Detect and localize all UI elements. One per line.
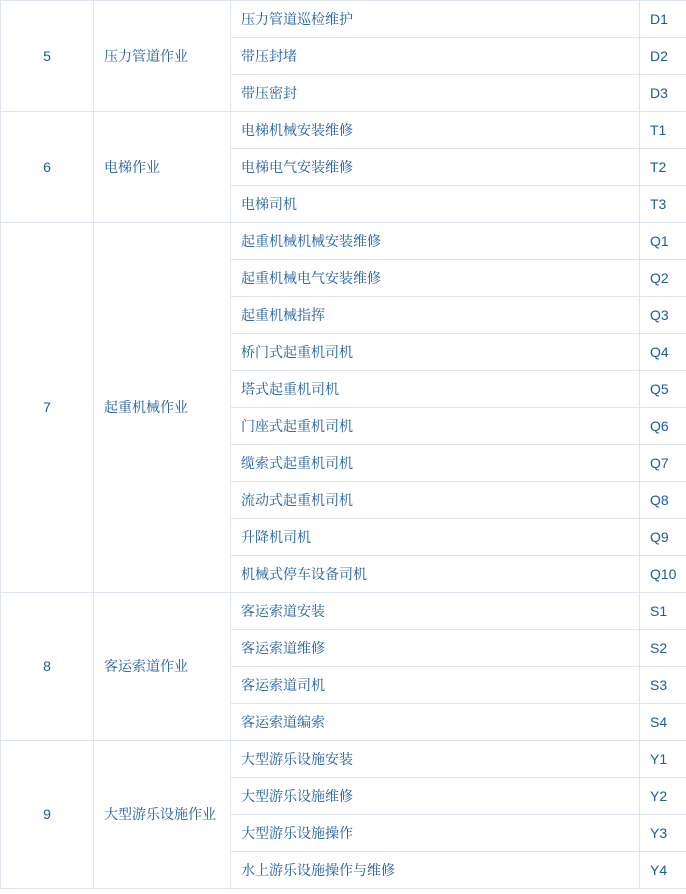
table-row: [1, 112, 686, 149]
item-code-cell: Q4: [640, 334, 686, 371]
group-number-cell: 6: [1, 112, 94, 223]
item-name-cell: 起重机械机械安装维修: [231, 223, 640, 260]
table-row: [1, 1, 686, 38]
item-code-cell: Q3: [640, 297, 686, 334]
item-name-cell: 水上游乐设施操作与维修: [231, 852, 640, 889]
group-number-cell: 7: [1, 223, 94, 593]
item-code-cell: Y3: [640, 815, 686, 852]
item-name-cell: 客运索道安装: [231, 593, 640, 630]
item-name-cell: 带压密封: [231, 75, 640, 112]
group-category-cell: 大型游乐设施作业: [94, 741, 231, 889]
group-category-cell: 客运索道作业: [94, 593, 231, 741]
item-name-cell: 电梯电气安装维修: [231, 149, 640, 186]
item-code-cell: Q7: [640, 445, 686, 482]
item-name-cell: 门座式起重机司机: [231, 408, 640, 445]
item-name-cell: 缆索式起重机司机: [231, 445, 640, 482]
item-name-cell: 客运索道编索: [231, 704, 640, 741]
item-name-cell: 升降机司机: [231, 519, 640, 556]
group-category-cell: 起重机械作业: [94, 223, 231, 593]
item-code-cell: Q6: [640, 408, 686, 445]
item-code-cell: Q1: [640, 223, 686, 260]
item-code-cell: Q2: [640, 260, 686, 297]
item-code-cell: Q5: [640, 371, 686, 408]
item-code-cell: S2: [640, 630, 686, 667]
item-name-cell: 流动式起重机司机: [231, 482, 640, 519]
item-code-cell: S3: [640, 667, 686, 704]
item-code-cell: S4: [640, 704, 686, 741]
group-category-cell: 压力管道作业: [94, 1, 231, 112]
item-code-cell: Q9: [640, 519, 686, 556]
item-name-cell: 机械式停车设备司机: [231, 556, 640, 593]
group-number-cell: 9: [1, 741, 94, 889]
item-name-cell: 大型游乐设施维修: [231, 778, 640, 815]
item-name-cell: 压力管道巡检维护: [231, 1, 640, 38]
item-code-cell: Q8: [640, 482, 686, 519]
group-number-cell: 5: [1, 1, 94, 112]
table-body: [1, 1, 686, 889]
item-name-cell: 大型游乐设施操作: [231, 815, 640, 852]
item-name-cell: 起重机械电气安装维修: [231, 260, 640, 297]
table-row: [1, 223, 686, 260]
group-number-cell: 8: [1, 593, 94, 741]
item-code-cell: Y2: [640, 778, 686, 815]
item-name-cell: 起重机械指挥: [231, 297, 640, 334]
item-name-cell: 电梯机械安装维修: [231, 112, 640, 149]
item-code-cell: T2: [640, 149, 686, 186]
item-name-cell: 大型游乐设施安装: [231, 741, 640, 778]
item-code-cell: S1: [640, 593, 686, 630]
item-name-cell: 客运索道司机: [231, 667, 640, 704]
item-name-cell: 桥门式起重机司机: [231, 334, 640, 371]
item-name-cell: 客运索道维修: [231, 630, 640, 667]
item-code-cell: D1: [640, 1, 686, 38]
table-row: [1, 741, 686, 778]
item-code-cell: Y1: [640, 741, 686, 778]
item-code-cell: T3: [640, 186, 686, 223]
item-code-cell: D2: [640, 38, 686, 75]
item-code-cell: D3: [640, 75, 686, 112]
item-name-cell: 带压封堵: [231, 38, 640, 75]
item-code-cell: T1: [640, 112, 686, 149]
item-name-cell: 电梯司机: [231, 186, 640, 223]
item-code-cell: Y4: [640, 852, 686, 889]
table-row: [1, 593, 686, 630]
item-code-cell: Q10: [640, 556, 686, 593]
group-category-cell: 电梯作业: [94, 112, 231, 223]
item-name-cell: 塔式起重机司机: [231, 371, 640, 408]
